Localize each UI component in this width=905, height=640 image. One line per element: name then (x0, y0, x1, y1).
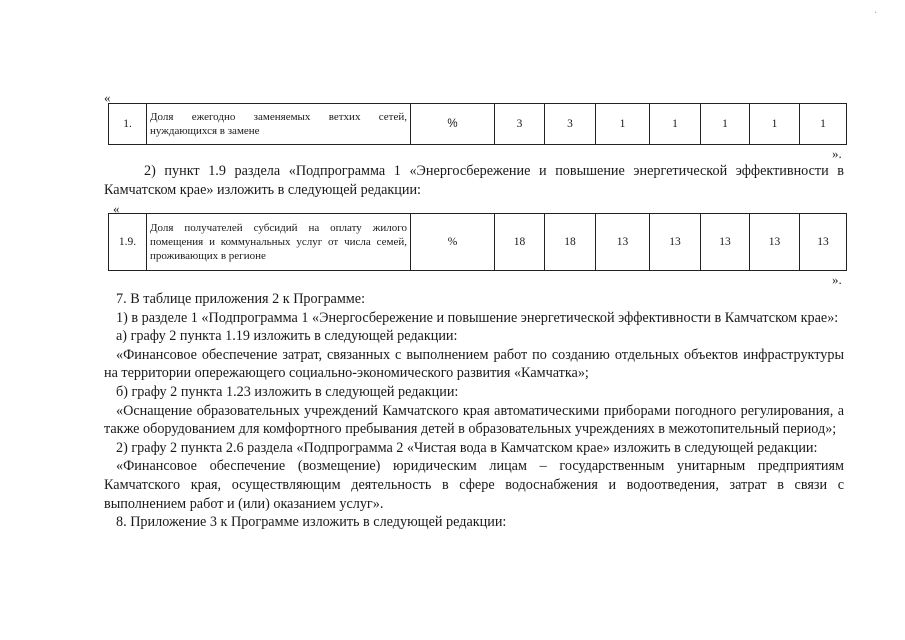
value-cell: 1 (596, 104, 650, 145)
unit-cell: % (411, 104, 495, 145)
value-cell: 13 (800, 214, 847, 271)
table-row (109, 104, 847, 145)
value-cell: 13 (701, 214, 750, 271)
paragraph-amend-1-9 (104, 162, 844, 199)
paragraph-text: а) графу 2 пункта 1.19 изложить в следующей редакции: (116, 328, 458, 345)
open-quote-2: « (113, 201, 120, 216)
close-quote-2: ». (832, 272, 842, 287)
value-cell: 13 (650, 214, 701, 271)
paragraph-text: «Оснащение образовательных учреждений Камчатского края автоматическими приборами погодного регулирования, а также оборудованием для комфортного пребывания детей в образовательных учреждениях в межотопительный период»; (104, 402, 844, 438)
value-cell: 18 (545, 214, 596, 271)
paragraph-text: 2) графу 2 пункта 2.6 раздела «Подпрограмма 2 «Чистая вода в Камчатском крае» изложить в следующей редакции: (116, 439, 818, 456)
paragraph-text: «Финансовое обеспечение (возмещение) юридическим лицам – государственным унитарным предприятиям Камчатского края, осуществляющим деятельность в сфере водоснабжения и водоотведения, затрат в связи с выполнением работ и (или) оказанием услуг». (104, 458, 844, 512)
paragraph-block-main (104, 290, 844, 532)
value-cell: 3 (495, 104, 545, 145)
value-cell: 1 (701, 104, 750, 145)
value-cell: 1 (750, 104, 800, 145)
row-number: 1. (109, 104, 147, 145)
indicator-table-1 (108, 103, 847, 145)
paragraph-text: «Финансовое обеспечение затрат, связанных с выполнением работ по созданию отдельных объектов инфраструктуры на территории опережающего социально-экономического развития «Камчатка»; (104, 346, 844, 382)
unit-cell: % (411, 214, 495, 271)
row-number: 1.9. (109, 214, 147, 271)
value-cell: 13 (750, 214, 800, 271)
table-row (109, 214, 847, 271)
indicator-table-2 (108, 213, 847, 271)
value-cell: 3 (545, 104, 596, 145)
value-cell: 13 (596, 214, 650, 271)
paragraph-text: б) графу 2 пункта 1.23 изложить в следующей редакции: (116, 383, 459, 400)
scan-mark: · (874, 8, 878, 19)
paragraph-text: 1) в разделе 1 «Подпрограмма 1 «Энергосбережение и повышение энергетической эффективности в Камчатском крае»: (116, 309, 839, 326)
paragraph-text: 7. В таблице приложения 2 к Программе: (116, 291, 366, 307)
value-cell: 18 (495, 214, 545, 271)
indicator-description: Доля получателей субсидий на оплату жилого помещения и коммунальных услуг от числа семей, проживающих в регионе (147, 214, 411, 271)
value-cell: 1 (650, 104, 701, 145)
close-quote-1: ». (832, 146, 842, 161)
open-quote-1: « (104, 90, 111, 105)
indicator-description: Доля ежегодно заменяемых ветхих сетей, нуждающихся в замене (147, 104, 411, 145)
paragraph-text: 8. Приложение 3 к Программе изложить в следующей редакции: (116, 514, 507, 531)
paragraph-text: 2) пункт 1.9 раздела «Подпрограмма 1 «Энергосбережение и повышение энергетической эффективности в Камчатском крае» изложить в следующей редакции: (104, 163, 844, 198)
value-cell: 1 (800, 104, 847, 145)
